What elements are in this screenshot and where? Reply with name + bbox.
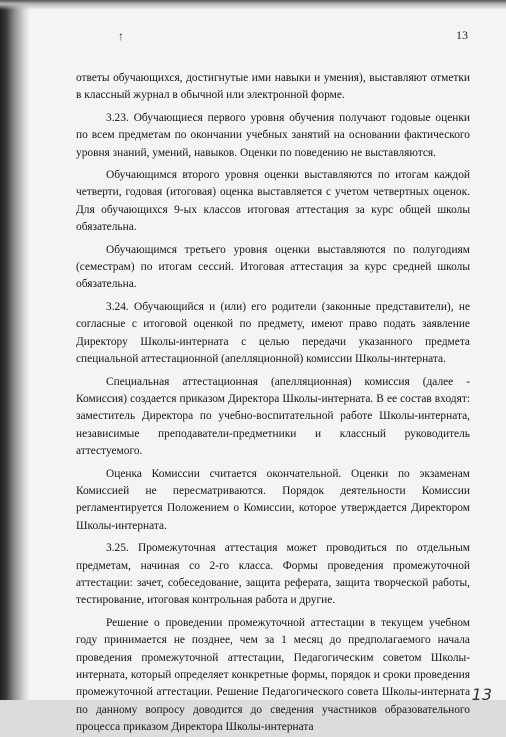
paragraph-3-25: 3.25. Промежуточная аттестация может проводиться по отдельным предметам, начиная со 2-го класса. Формы проведения промежуточной аттестации: зачет, собеседование, защита реферата, защита творческой работы, тестирование, итоговая контрольная работа и другие. — [76, 542, 470, 607]
paragraph-commission: Специальная аттестационная (апелляционная) комиссия (далее - Комиссия) создается приказом Директора Школы-интерната. В ее состав входят: заместитель Директора по учебно-воспитательной работе Школы-интерната, независимые преподаватели-предметники и классный руководитель аттестуемого. — [76, 375, 470, 458]
paragraph-3-23: 3.23. Обучающиеся первого уровня обучения получают годовые оценки по всем предметам по окончании учебных занятий на основании фактического уровня знаний, умений, навыков. Оценки по поведению не выставляются. — [76, 111, 470, 159]
paragraph-second-level: Обучающимся второго уровня оценки выставляются по итогам каждой четверти, годовая (итоговая) оценка выставляется с учетом четвертных оценок. Для обучающихся 9-ых классов итоговая аттестация за курс общей школы обязательна. — [76, 169, 470, 234]
paragraph-3-24: 3.24. Обучающийся и (или) его родители (законные представители), не согласные с итоговой оценкой по предмету, имеют право подать заявление Директору Школы-интерната с целью передачи указанного предмета специальной аттестационной (апелляционной) комиссии Школы-интерната. — [76, 300, 470, 366]
handwritten-page-number: 13 — [471, 685, 492, 704]
scan-speck-mark: ↑ — [118, 29, 124, 43]
paragraph-commission-final: Оценка Комиссии считается окончательной. Оценки по экзаменам Комиссией не пересматриваются. Порядок деятельности Комиссии регламентируется Положением о Комиссии, которое утверждается Директором Школы-интерната. — [76, 467, 470, 532]
paragraph-decision: Решение о проведении промежуточной аттестации в текущем учебном году принимается не позднее, чем за 1 месяц до предполагаемого начала проведения промежуточной аттестации, Педагогическим советом Школы-интерната, который определяет конкретные формы, порядок и сроки проведения промежуточной аттестации. Решение Педагогического совета Школы-интерната по данному вопросу доводится до сведения участников образовательного процесса приказом Директора Школы-интерната — [76, 616, 470, 734]
scan-shadow-top — [0, 0, 506, 10]
scan-shadow-left — [0, 0, 30, 700]
page-number: 13 — [456, 28, 468, 42]
paragraph-continuation: ответы обучающихся, достигнутые ими навыки и умения), выставляют отметки в классный журнал в обычной или электронной форме. — [76, 72, 470, 102]
paragraph-third-level: Обучающимся третьего уровня оценки выставляются по полугодиям (семестрам) по итогам сессий. Итоговая аттестация за курс средней школы обязательна. — [76, 243, 470, 291]
document-body — [76, 70, 470, 737]
